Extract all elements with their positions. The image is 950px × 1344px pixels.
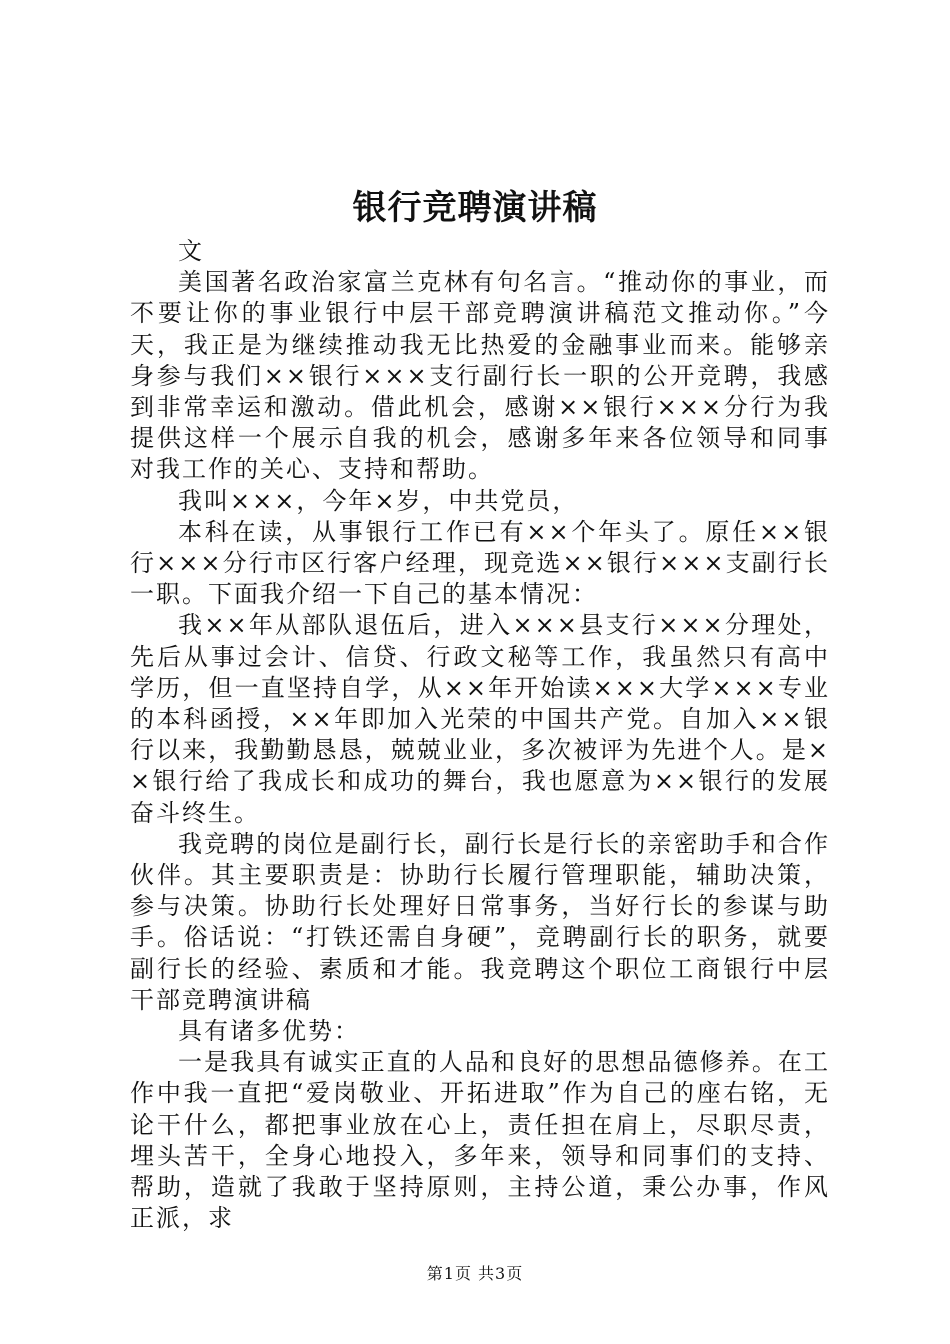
document-body (130, 236, 830, 1235)
page-title: 银行竞聘演讲稿 (352, 188, 598, 228)
paragraph-self-intro: 我叫×××，今年×岁，中共党员， (178, 486, 579, 515)
paragraph-intro: 美国著名政治家富兰克林有句名言。“推动你的事业，而不要让你的事业银行中层干部竞聘演讲稿范文推动你。”今天，我正是为继续推动我无比热爱的金融事业而来。能够亲身参与我们××银行×××支行副行长一职的公开竞聘，我感到非常幸运和激动。借此机会，感谢××银行×××分行为我提供这样一个展示自我的机会，感谢多年来各位领导和同事对我工作的关心、支持和帮助。 (130, 268, 830, 484)
paragraph-advantage-one: 一是我具有诚实正直的人品和良好的思想品德修养。在工作中我一直把“爱岗敬业、开拓进取”作为自己的座右铭，无论干什么，都把事业放在心上，责任担在肩上，尽职尽责，埋头苦干，全身心地投入，多年来，领导和同事们的支持、帮助，造就了我敢于坚持原则，主持公道，秉公办事，作风正派，求 (130, 1048, 830, 1233)
paragraph-advantages-heading: 具有诸多优势： (178, 1017, 360, 1046)
paragraph-author: 文 (178, 237, 204, 265)
paragraph-background: 本科在读，从事银行工作已有××个年头了。原任××银行×××分行市区行客户经理，现竞选××银行×××支副行长一职。下面我介绍一下自己的基本情况： (130, 517, 830, 609)
paragraph-experience: 我××年从部队退伍后，进入×××县支行×××分理处，先后从事过会计、信贷、行政文秘等工作，我虽然只有高中学历，但一直坚持自学，从××年开始读×××大学×××专业的本科函授，××年即加入光荣的中国共产党。自加入××银行以来，我勤勤恳恳，兢兢业业，多次被评为先进个人。是××银行给了我成长和成功的舞台，我也愿意为××银行的发展奋斗终生。 (130, 611, 830, 827)
paragraph-position: 我竞聘的岗位是副行长，副行长是行长的亲密助手和合作伙伴。其主要职责是：协助行长履行管理职能，辅助决策，参与决策。协助行长处理好日常事务，当好行长的参谋与助手。俗话说：“打铁还需自身硬”，竞聘副行长的职务，就要副行长的经验、素质和才能。我竞聘这个职位工商银行中层干部竞聘演讲稿 (130, 829, 830, 1014)
page-footer: 第1页 共3页 (426, 1264, 524, 1283)
